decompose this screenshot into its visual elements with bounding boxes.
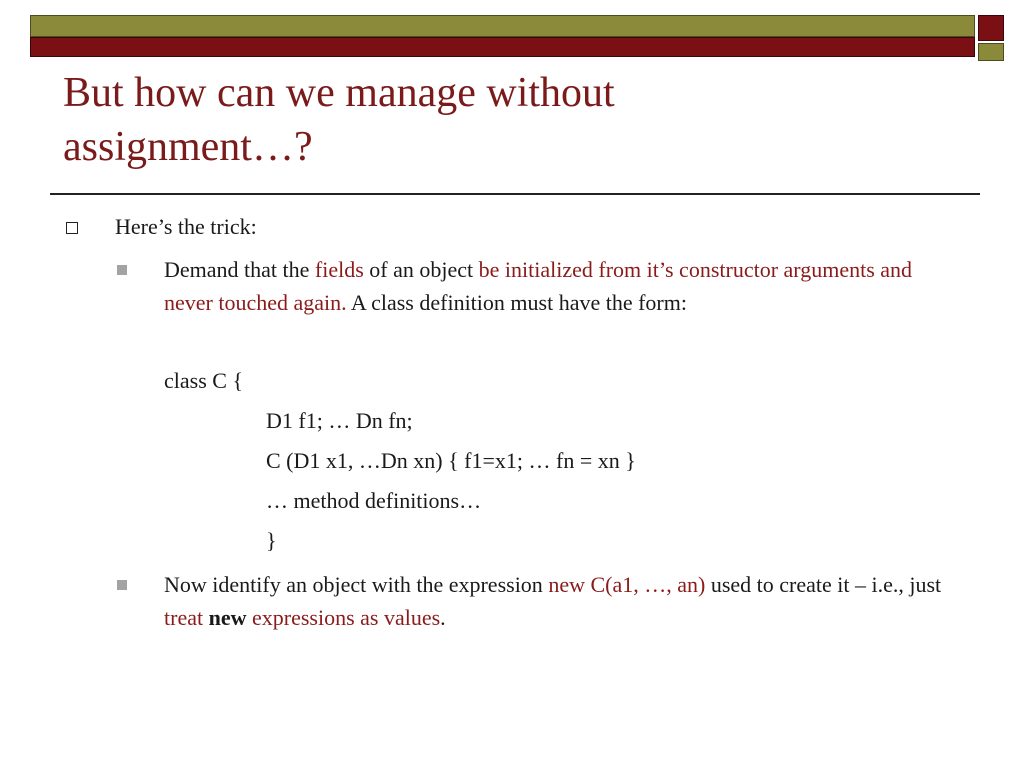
bold-new: new [208,605,247,630]
code-line-class: class C { [164,368,243,393]
square-bullet-icon [117,265,127,275]
highlight-expressions-as-values: expressions as values [246,605,441,630]
text: used to create it – i.e., just [705,572,942,597]
text: Demand that the [164,257,315,282]
code-line-close-brace: } [266,528,277,553]
highlight-initialized: be initialized from it’s constructor arguments and never touched again. [164,257,913,315]
sub-bullet-identify [164,568,964,634]
highlight-fields: fields [314,257,364,282]
highlight-treat: treat [164,605,209,630]
hollow-square-bullet-icon [66,222,78,234]
square-bullet-icon [117,580,127,590]
code-line-fields: D1 f1; … Dn fn; [266,408,413,433]
text: A class definition must have the form: [346,290,687,315]
text: Now identify an object with the expression [164,572,549,597]
bullet-heres-the-trick: Here’s the trick: [115,214,257,239]
sub-bullet-demand [164,253,964,319]
title-line-2: assignment…? [63,124,313,170]
title-line-1: But how can we manage without [63,70,615,116]
text: of an object [363,257,479,282]
code-line-methods: … method definitions… [266,488,482,513]
text: . [440,605,446,630]
highlight-new-expression: new C(a1, …, an) [548,572,706,597]
code-line-constructor: C (D1 x1, …Dn xn) { f1=x1; … fn = xn } [266,448,636,473]
